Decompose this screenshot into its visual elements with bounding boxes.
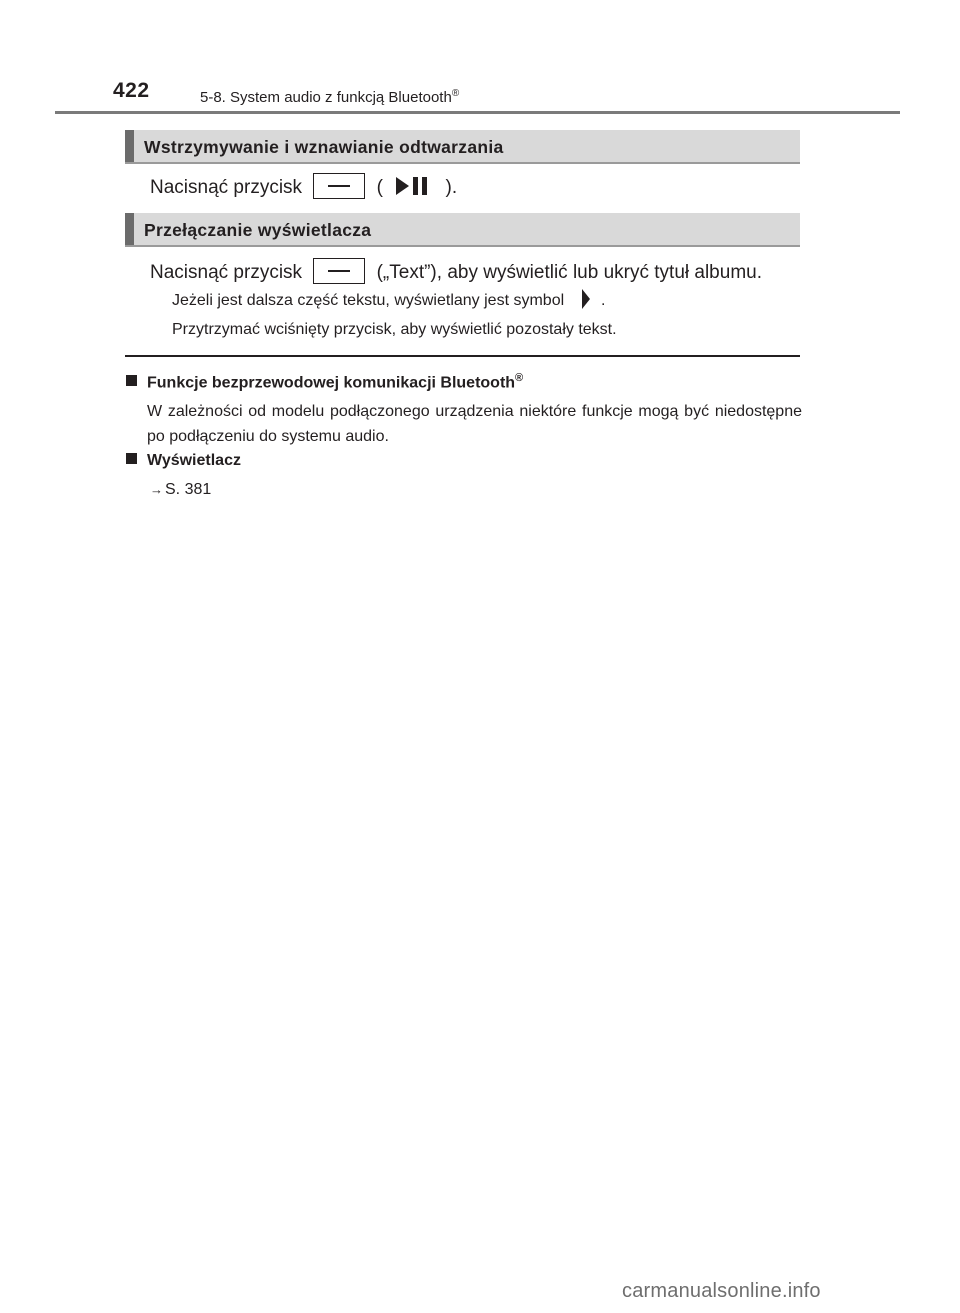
square-bullet-icon [126, 375, 137, 386]
button-dash [328, 185, 350, 187]
info-heading-display [126, 452, 241, 470]
section-header-display-switch [125, 213, 800, 247]
button-placeholder-box [313, 258, 365, 284]
play-pause-icon [392, 175, 436, 197]
arrow-right-icon: → [150, 482, 163, 497]
more-text-arrow-icon [575, 288, 597, 310]
registered-mark: ® [451, 88, 460, 99]
section-title: Wstrzymywanie i wznawianie odtwarzania [144, 137, 504, 157]
instruction-display-switch [150, 262, 762, 284]
note-end: . [601, 292, 606, 310]
chapter-title [200, 88, 459, 106]
info-body-bluetooth: W zależności od modelu podłączonego urządzenia niektóre funkcje mogą być niedostępne po podłączeniu do systemu audio. [147, 403, 802, 445]
registered-mark: ® [515, 372, 524, 384]
square-bullet-icon [126, 453, 137, 464]
section-title: Przełączanie wyświetlacza [144, 220, 372, 240]
button-placeholder-box [313, 173, 365, 199]
section-accent [125, 130, 134, 162]
paren-open: ( [376, 177, 383, 199]
section-divider [125, 355, 800, 357]
page-reference-link[interactable]: S. 381 [165, 481, 212, 498]
header-rule [55, 111, 900, 114]
page-number: 422 [113, 79, 150, 102]
section-accent [125, 213, 134, 245]
instruction-end: ). [445, 177, 458, 199]
note-hold-button: Przytrzymać wciśnięty przycisk, aby wyświetlić pozostały tekst. [172, 321, 617, 338]
page-header [0, 0, 960, 120]
instruction-pause-resume [150, 177, 457, 199]
info-heading-bluetooth [126, 372, 523, 392]
info-heading-text: Funkcje bezprzewodowej komunikacji Bluetooth [147, 374, 516, 392]
instruction-text: Nacisnąć przycisk [150, 177, 303, 199]
watermark: carmanualsonline.info [622, 1280, 821, 1302]
section-header-pause-resume [125, 130, 800, 164]
note-text: Jeżeli jest dalsza część tekstu, wyświetlany jest symbol [172, 292, 565, 310]
instruction-end: („Text”), aby wyświetlić lub ukryć tytuł albumu. [376, 262, 762, 284]
info-heading-text: Wyświetlacz [147, 452, 241, 469]
note-more-text [172, 292, 606, 310]
button-dash [328, 270, 350, 272]
chapter-title-text: 5-8. System audio z funkcją Bluetooth [200, 89, 452, 106]
instruction-text: Nacisnąć przycisk [150, 262, 303, 284]
page-reference [150, 481, 211, 499]
